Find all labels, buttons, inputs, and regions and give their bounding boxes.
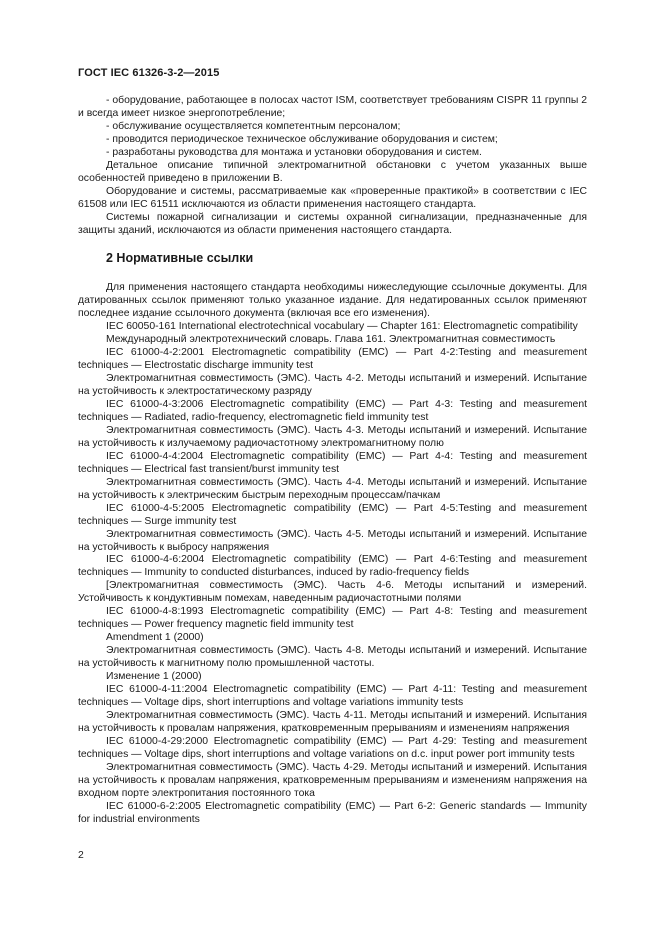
ref-paragraph: IEC 61000-4-4:2004 Electromagnetic compatibility (EMC) — Part 4-4: Testing and measurement techniques — Electrical fast transient/burst immunity test	[78, 450, 587, 475]
ref-paragraph: Электромагнитная совместимость (ЭМС). Часть 4-11. Методы испытаний и измерений. Испытания на устойчивость к провалам напряжения, кратковременным прерываниям и изменениям напряжения	[78, 709, 587, 734]
section-title: 2 Нормативные ссылки	[106, 251, 254, 266]
intro-paragraph: Системы пожарной сигнализации и системы охранной сигнализации, предназначенные для защиты зданий, исключаются из области применения настоящего стандарта.	[78, 211, 587, 236]
page-number: 2	[78, 850, 84, 861]
ref-paragraph: Электромагнитная совместимость (ЭМС). Часть 4-3. Методы испытаний и измерений. Испытание на устойчивость к излучаемому радиочастотному электромагнитному полю	[78, 424, 587, 449]
document-body	[78, 95, 587, 826]
ref-paragraph: IEC 61000-4-11:2004 Electromagnetic compatibility (EMC) — Part 4-11: Testing and measurement techniques — Voltage dips, short interruptions and voltage variations immunity tests	[78, 683, 587, 708]
ref-paragraph: IEC 61000-4-3:2006 Electromagnetic compatibility (EMC) — Part 4-3: Testing and measurement techniques — Radiated, radio-frequency, electromagnetic field immunity test	[78, 399, 587, 423]
intro-paragraph: Детальное описание типичной электромагнитной обстановки с учетом указанных выше особенностей приведено в приложении В.	[78, 159, 587, 184]
ref-paragraph: Электромагнитная совместимость (ЭМС). Часть 4-4. Методы испытаний и измерений. Испытание на устойчивость к электрическим быстрым переходным процессам/пачкам	[78, 476, 587, 501]
ref-paragraph: Международный электротехнический словарь. Глава 161. Электромагнитная совместимость	[106, 334, 556, 346]
ref-paragraph: Для применения настоящего стандарта необходимы нижеследующие ссылочные документы. Для датированных ссылок применяют только указанное издание. Для недатированных ссылок применяют последнее издание ссылочного документа (включая все его изменения).	[78, 282, 587, 320]
ref-paragraph: IEC 61000-4-2:2001 Electromagnetic compatibility (EMC) — Part 4-2:Testing and measurement techniques — Electrostatic discharge immunity test	[78, 347, 587, 372]
ref-paragraph: [Электромагнитная совместимость (ЭМС). Часть 4-6. Методы испытаний и измерений. Устойчивость к кондуктивным помехам, наведенным радиочастотными полями	[78, 580, 587, 605]
intro-paragraph: - проводится периодическое техническое обслуживание оборудования и систем;	[106, 133, 498, 145]
ref-paragraph: Amendment 1 (2000)	[106, 632, 204, 644]
ref-paragraph: IEC 61000-4-8:1993 Electromagnetic compatibility (EMC) — Part 4-8: Testing and measurement techniques — Power frequency magnetic field immunity test	[78, 606, 587, 631]
ref-paragraph: Электромагнитная совместимость (ЭМС). Часть 4-2. Методы испытаний и измерений. Испытание на устойчивость к электростатическому разряду	[78, 373, 587, 398]
ref-paragraph: IEC 61000-4-6:2004 Electromagnetic compatibility (EMC) — Part 4-6:Testing and measurement techniques — Immunity to conducted disturbances, induced by radio-frequency fields	[78, 554, 587, 579]
ref-paragraph: Изменение 1 (2000)	[106, 671, 202, 683]
ref-paragraph: IEC 61000-6-2:2005 Electromagnetic compatibility (EMC) — Part 6-2: Generic standards — Immunity for industrial environments	[78, 800, 587, 825]
ref-paragraph: Электромагнитная совместимость (ЭМС). Часть 4-29. Методы испытаний и измерений. Испытания на устойчивость к провалам напряжения, кратковременным прерываниям и изменениям напряжения на входном порте электропитания постоянного тока	[78, 761, 587, 799]
ref-paragraph: IEC 60050-161 International electrotechnical vocabulary — Chapter 161: Electromagnetic compatibility	[106, 321, 578, 333]
document-header: ГОСТ IEC 61326-3-2—2015	[78, 67, 220, 79]
intro-paragraph: - разработаны руководства для монтажа и установки оборудования и систем.	[106, 146, 482, 158]
intro-paragraph: - оборудование, работающее в полосах частот ISM, соответствует требованиям CISPR 11 группы 2 и всегда имеет низкое энергопотребление;	[78, 95, 587, 119]
ref-paragraph: IEC 61000-4-5:2005 Electromagnetic compatibility (EMC) — Part 4-5:Testing and measurement techniques — Surge immunity test	[78, 502, 587, 527]
intro-paragraph: Оборудование и системы, рассматриваемые как «проверенные практикой» в соответствии с IEC 61508 или IEC 61511 исключаются из области применения настоящего стандарта.	[78, 185, 587, 210]
ref-paragraph: Электромагнитная совместимость (ЭМС). Часть 4-5. Методы испытаний и измерений. Испытание на устойчивость к выбросу напряжения	[78, 528, 587, 553]
intro-paragraph: - обслуживание осуществляется компетентным персоналом;	[106, 120, 401, 132]
ref-paragraph: Электромагнитная совместимость (ЭМС). Часть 4-8. Методы испытаний и измерений. Испытание на устойчивость к магнитному полю промышленной частоты.	[78, 645, 587, 670]
ref-paragraph: IEC 61000-4-29:2000 Electromagnetic compatibility (EMC) — Part 4-29: Testing and measurement techniques — Voltage dips, short interruptions and voltage variations on d.c. input power port immunity tests	[78, 735, 587, 760]
